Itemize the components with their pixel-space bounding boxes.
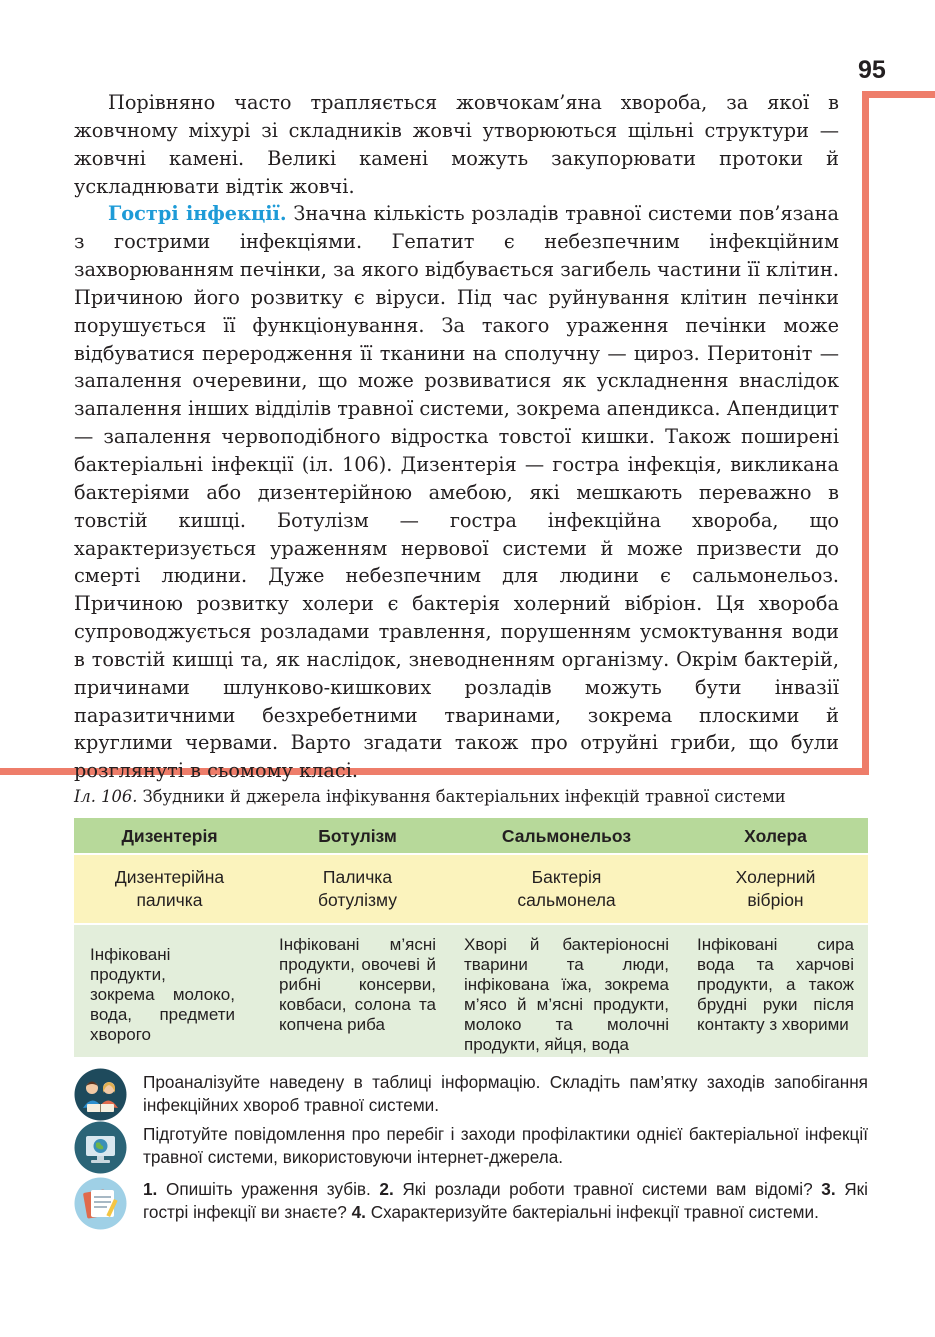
question-number: 1. — [143, 1179, 158, 1199]
question-text: Схарактеризуйте бактеріальні інфекції травної системи. — [365, 1202, 819, 1222]
agent-line: Холерний — [735, 867, 816, 887]
students-icon — [74, 1068, 127, 1121]
notebook-icon — [74, 1177, 127, 1230]
agent-line: вібріон — [747, 890, 804, 910]
main-text — [74, 89, 839, 785]
page-frame-top — [862, 91, 935, 98]
task-text: Підготуйте повідомлення про перебіг і заходи профілактики однієї бактеріальної інфекції травної системи, використовуючи інтернет-джерела. — [143, 1124, 868, 1167]
question-number: 4. — [351, 1202, 366, 1222]
question-text: Опишіть ураження зубів. — [157, 1179, 380, 1199]
caption-text: Збудники й джерела інфікування бактеріальних інфекцій травної системи — [137, 787, 786, 806]
agent-line: сальмонела — [517, 890, 616, 910]
table-header: Сальмонельоз — [450, 818, 683, 854]
table-cell — [683, 854, 868, 924]
question-number: 2. — [379, 1179, 394, 1199]
figure-caption — [74, 786, 874, 808]
caption-label: Іл. 106. — [74, 787, 138, 806]
task-text — [143, 1178, 868, 1224]
table-row-agents — [74, 854, 868, 924]
table-cell — [265, 854, 450, 924]
task-text: Проаналізуйте наведену в таблиці інформацію. Складіть пам’ятку заходів запобігання інфекційних хвороб травної системи. — [143, 1072, 868, 1115]
table-header: Холера — [683, 818, 868, 854]
paragraph-text: Порівняно часто трапляється жовчокам’яна хвороба, за якої в жовчному міхурі зі складників жовчі утворюються щільні структури — жовчні камені. Великі камені можуть закупорювати протоки й ускладнювати відтік жовчі. — [74, 91, 839, 198]
question-text: Які розлади роботи травної системи вам відомі? — [393, 1179, 822, 1199]
question-number: 3. — [821, 1179, 836, 1199]
table-header: Дизентерія — [74, 818, 265, 854]
infections-table — [74, 818, 868, 1057]
table-cell: Інфіковані продукти, зокрема молоко, вода, предмети хворого — [74, 924, 265, 1057]
table-row-sources — [74, 924, 868, 1057]
page-number: 95 — [858, 56, 886, 84]
table-cell — [450, 854, 683, 924]
paragraph-text: Значна кількість розладів травної системи пов’язана з гострими інфекціями. Гепатит є небезпечним інфекційним захворюванням печінки, за якого відбувається загибель частини її клітин. Причиною його розвитку є віруси. Під час руйнування клітин печінки порушується її функціонування. За такого ураження печінки може відбуватися переродження її тканини на сполучну — цироз. Перитоніт — запалення очеревини, що може розвиватися як ускладнення внаслідок запалення інших відділів травної системи, зокрема апендикса. Апендицит — запалення червоподібного відростка товстої кишки. Також поширені бактеріальні інфекції (іл. 106). Дизентерія — гостра інфекція, викликана бактеріями або дизентерійною амебою, які мешкають переважно в товстій кишці. Ботулізм — гостра інфекційна хвороба, що характеризується ураженням нервової системи й може призвести до смерті людини. Дуже небезпечним для людини є сальмонельоз. Причиною розвитку холери є бактерія холерний вібріон. Ця хвороба супроводжується розладами травлення, порушенням усмоктування води в товстій кишці та, як наслідок, зневодненням організму. Окрім бактерій, причинами шлунково-кишкових розладів можуть бути інвазії паразитичними безхребетними тваринами, зокрема плоскими й круглими червами. Варто згадати також про отруйні гриби, що були розглянуті в сьомому класі. — [74, 202, 839, 783]
table-cell: Хворі й бактеріоносні тварини та люди, інфікована їжа, зокрема м’ясо й м’ясні продукти, молоко та молочні продукти, яйця, вода — [450, 924, 683, 1057]
section-heading: Гострі інфекції. — [108, 202, 287, 226]
table-cell — [74, 854, 265, 924]
agent-line: Паличка — [322, 867, 393, 887]
paragraph — [74, 89, 839, 200]
question-text: Які гострі інфекції ви знаєте? — [143, 1179, 868, 1222]
computer-globe-icon — [74, 1121, 127, 1174]
table-header-row — [74, 818, 868, 854]
agent-line: Бактерія — [531, 867, 602, 887]
agent-line: ботулізму — [317, 890, 398, 910]
page-frame-side — [862, 91, 869, 775]
table-cell: Інфіковані м’ясні продукти, овочеві й рибні консерви, ковбаси, солона та копчена риба — [265, 924, 450, 1057]
table-header: Ботулізм — [265, 818, 450, 854]
agent-line: паличка — [136, 890, 203, 910]
paragraph — [74, 200, 839, 785]
agent-line: Дизентерійна — [114, 867, 225, 887]
table-cell: Інфіковані сира вода та харчові продукти, а також брудні руки після контакту з хворими — [683, 924, 868, 1057]
